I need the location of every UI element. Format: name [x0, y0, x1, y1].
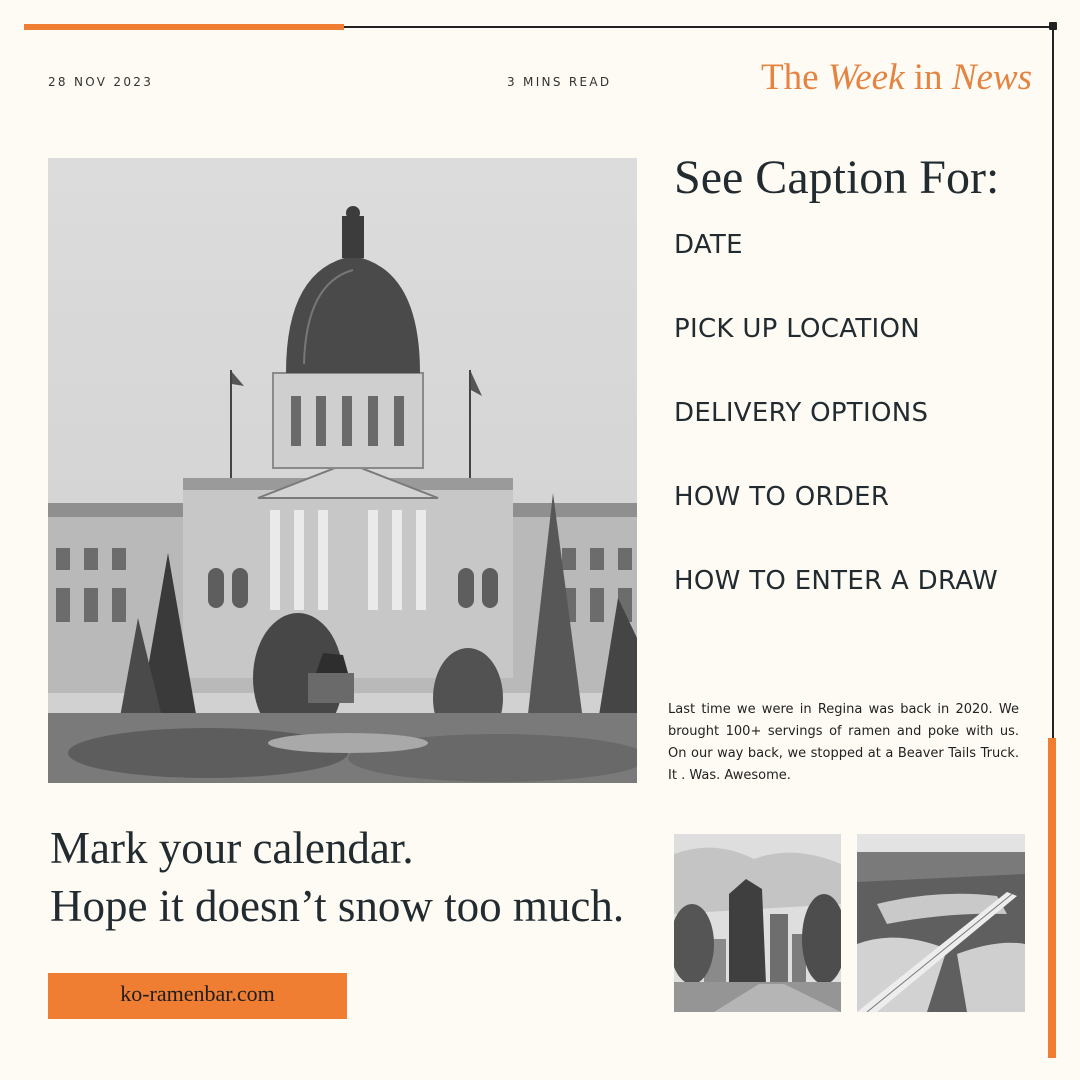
top-rule — [344, 26, 1054, 28]
right-accent-bar — [1048, 738, 1056, 1058]
topic-pickup-location: PICK UP LOCATION — [674, 314, 920, 344]
website-button[interactable]: ko-ramenbar.com — [48, 973, 347, 1019]
masthead-week: Week — [827, 57, 905, 98]
top-accent-bar — [24, 24, 344, 30]
river-bridge-photo — [857, 834, 1025, 1012]
headline-line-2: Hope it doesn’t snow too much. — [50, 881, 625, 931]
publish-date: 28 NOV 2023 — [48, 75, 154, 89]
story-text: Last time we were in Regina was back in 2020. We brought 100+ servings of ramen and poke with us. On our way back, we stopped at a Beaver Tails Truck. It . Was. Awesome. — [668, 702, 1019, 783]
legislative-building-photo — [48, 158, 637, 783]
masthead-the: The — [761, 57, 819, 98]
topic-how-to-order: HOW TO ORDER — [674, 482, 890, 512]
headline-line-1: Mark your calendar. — [50, 823, 414, 873]
masthead-in: in — [913, 57, 943, 98]
masthead-news: News — [951, 57, 1032, 98]
read-time: 3 MINS READ — [507, 75, 612, 89]
topic-delivery-options: DELIVERY OPTIONS — [674, 398, 929, 428]
topic-how-to-enter-draw: HOW TO ENTER A DRAW — [674, 566, 998, 596]
caption-heading: See Caption For: — [674, 151, 1000, 204]
right-rule — [1052, 26, 1054, 738]
topic-date: DATE — [674, 230, 743, 260]
masthead — [761, 56, 1032, 99]
city-skyline-photo — [674, 834, 841, 1012]
